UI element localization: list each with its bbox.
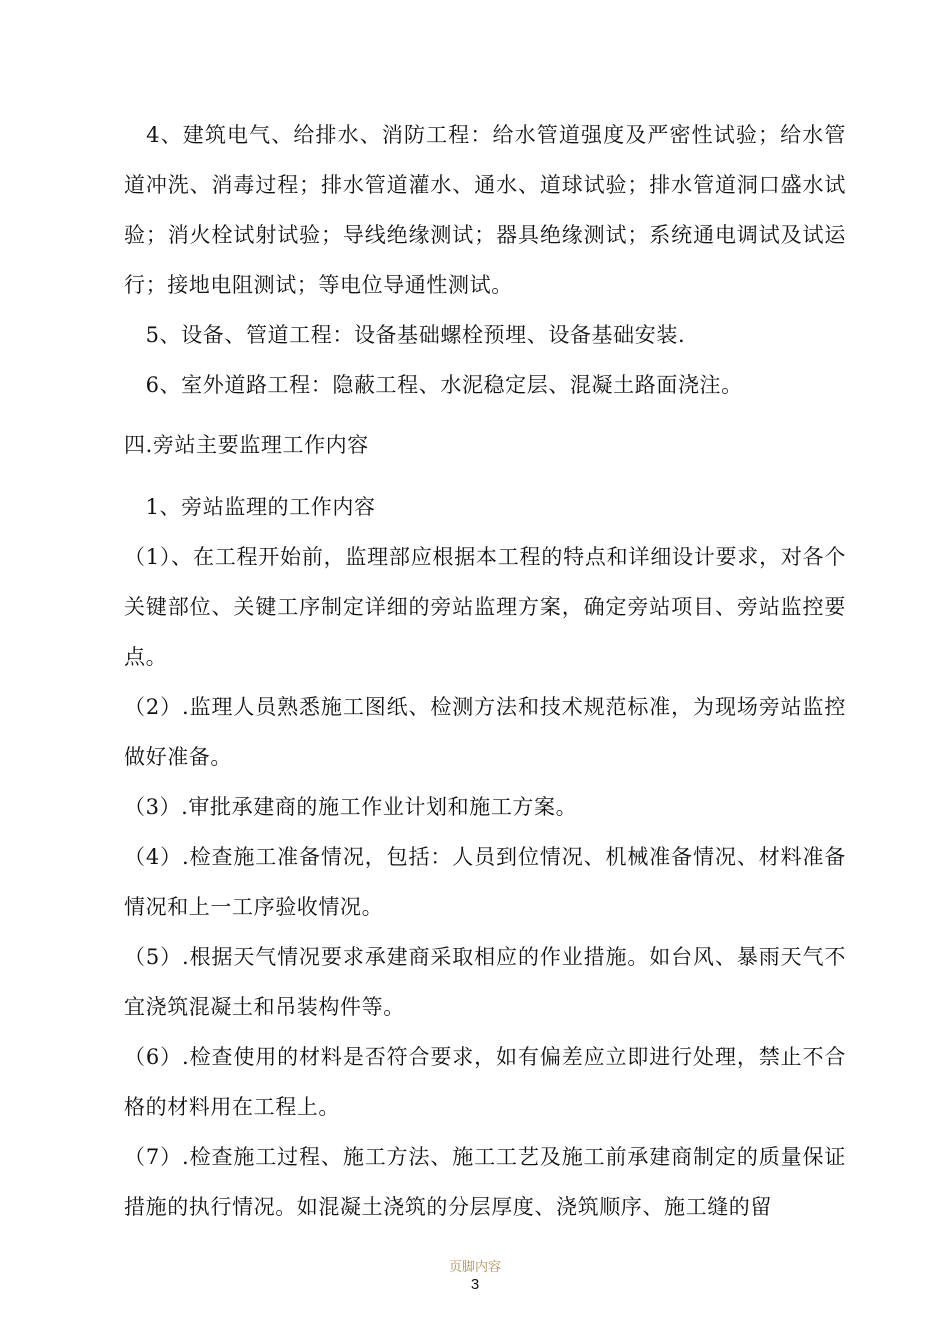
paragraph-electrical-plumbing: 4、建筑电气、给排水、消防工程：给水管道强度及严密性试验；给水管道冲洗、消毒过程；排水管道灌水、通水、道球试验；排水管道洞口盛水试验；消火栓试射试验；导线绝缘测试；器具绝缘测试；系统通电调试及试运行；接地电阻测试；等电位导通性测试。 <box>124 123 846 297</box>
list-item-7: （7）.检查施工过程、施工方法、施工工艺及施工前承建商制定的质量保证措施的执行情况。如混凝土浇筑的分层厚度、浇筑顺序、施工缝的留 <box>124 1145 846 1219</box>
footer-label: 页脚内容 <box>448 1260 501 1275</box>
paragraph-outdoor-road: 6、室外道路工程：隐蔽工程、水泥稳定层、混凝土路面浇注。 <box>124 373 743 397</box>
list-item-4: （4）.检查施工准备情况，包括：人员到位情况、机械准备情况、材料准备情况和上一工序验收情况。 <box>124 845 846 919</box>
section-heading: 四.旁站主要监理工作内容 <box>124 433 369 457</box>
list-item-5: （5）.根据天气情况要求承建商采取相应的作业措施。如台风、暴雨天气不宜浇筑混凝土和吊装构件等。 <box>124 945 846 1019</box>
list-item-3: （3）.审批承建商的施工作业计划和施工方案。 <box>124 795 578 819</box>
list-item-2: （2）.监理人员熟悉施工图纸、检测方法和技术规范标准，为现场旁站监控做好准备。 <box>124 695 846 769</box>
paragraph-equipment-piping: 5、设备、管道工程：设备基础螺栓预埋、设备基础安装. <box>124 323 686 347</box>
page-number: 3 <box>470 1276 480 1293</box>
subsection-heading: 1、旁站监理的工作内容 <box>124 495 376 519</box>
list-item-6: （6）.检查使用的材料是否符合要求，如有偏差应立即进行处理，禁止不合格的材料用在工程上。 <box>124 1045 846 1119</box>
list-item-1: （1）、在工程开始前，监理部应根据本工程的特点和详细设计要求，对各个关键部位、关键工序制定详细的旁站监理方案，确定旁站项目、旁站监控要点。 <box>124 545 846 669</box>
